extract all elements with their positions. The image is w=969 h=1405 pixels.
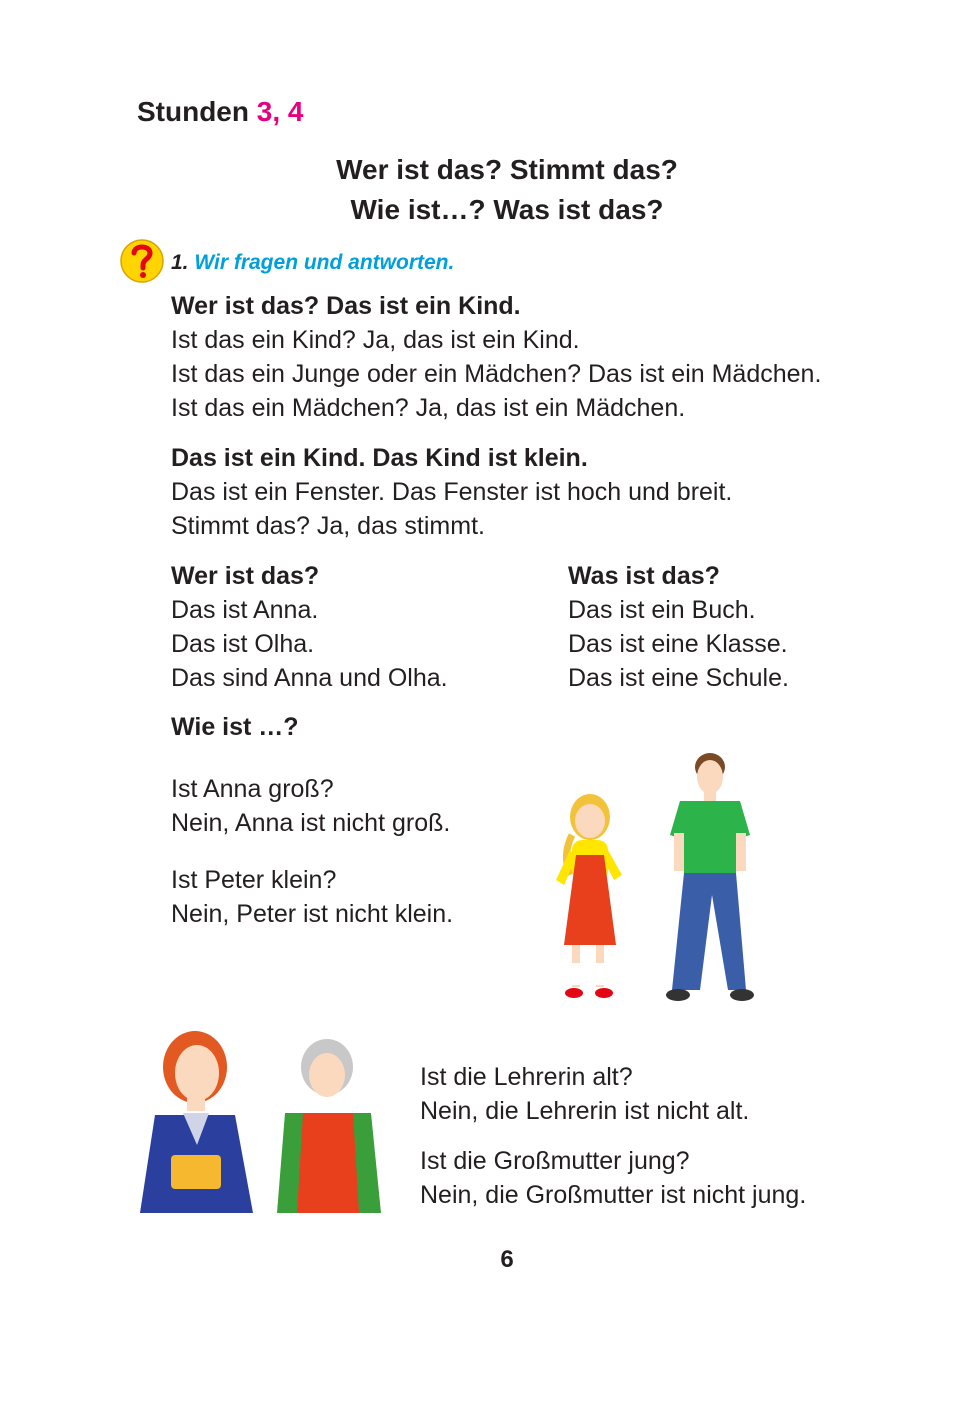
title-line-2: Wie ist…? Was ist das? [350, 194, 664, 225]
anna-dialogue [171, 772, 450, 840]
grossmutter-dialogue [420, 1144, 806, 1212]
lesson-heading-numbers: 3, 4 [256, 96, 304, 127]
column-was-ist-das [568, 559, 789, 695]
text-line: Das ist eine Klasse. [568, 630, 788, 658]
page-number: 6 [500, 1246, 514, 1273]
text-line: Nein, Anna ist nicht groß. [171, 809, 451, 837]
text-line: Ist Anna groß? [171, 775, 334, 803]
text-line: Ist Peter klein? [171, 866, 337, 894]
text-line: Das ist eine Schule. [568, 664, 789, 692]
text-line: Das sind Anna und Olha. [171, 664, 448, 692]
wie-ist-heading: Wie ist …? [171, 713, 299, 741]
task-text: Wir fragen und antworten. [194, 251, 455, 274]
grandmother-figure [277, 1039, 381, 1213]
column-heading: Wer ist das? [171, 562, 320, 590]
man-figure [666, 753, 754, 1001]
text-line: Ist die Lehrerin alt? [420, 1063, 633, 1091]
text-line: Das ist Olha. [171, 630, 315, 658]
lesson-heading-word: Stunden [137, 96, 249, 127]
teacher-and-grandmother-illustration [135, 1015, 385, 1215]
title-line-1: Wer ist das? Stimmt das? [336, 154, 678, 185]
text-line: Ist das ein Mädchen? Ja, das ist ein Mädchen. [171, 394, 686, 422]
peter-dialogue [171, 863, 453, 931]
column-heading: Was ist das? [568, 562, 720, 590]
text-line: Das ist ein Buch. [568, 596, 756, 624]
lehrerin-dialogue [420, 1060, 749, 1128]
question-mark-icon [119, 237, 165, 283]
lesson-heading [137, 96, 303, 128]
text-line: Ist das ein Kind? Ja, das ist ein Kind. [171, 326, 580, 354]
task-instruction [171, 251, 454, 275]
text-line: Ist die Großmutter jung? [420, 1147, 690, 1175]
dialogue-block-2 [171, 441, 732, 543]
text-line: Ist das ein Junge oder ein Mädchen? Das ist ein Mädchen. [171, 360, 822, 388]
teacher-figure [140, 1031, 253, 1213]
dialogue-block-1 [171, 289, 821, 425]
girl-figure [556, 794, 622, 998]
column-wer-ist-das [171, 559, 448, 695]
text-line: Nein, die Großmutter ist nicht jung. [420, 1181, 807, 1209]
text-line: Stimmt das? Ja, das stimmt. [171, 512, 485, 540]
text-line: Wer ist das? Das ist ein Kind. [171, 292, 521, 320]
girl-and-man-illustration [550, 745, 780, 1010]
text-line: Das ist Anna. [171, 596, 319, 624]
page-title [0, 150, 969, 230]
text-line: Nein, Peter ist nicht klein. [171, 900, 454, 928]
text-line: Das ist ein Kind. Das Kind ist klein. [171, 444, 588, 472]
task-number: 1. [171, 251, 189, 274]
text-line: Nein, die Lehrerin ist nicht alt. [420, 1097, 750, 1125]
text-line: Das ist ein Fenster. Das Fenster ist hoch und breit. [171, 478, 733, 506]
